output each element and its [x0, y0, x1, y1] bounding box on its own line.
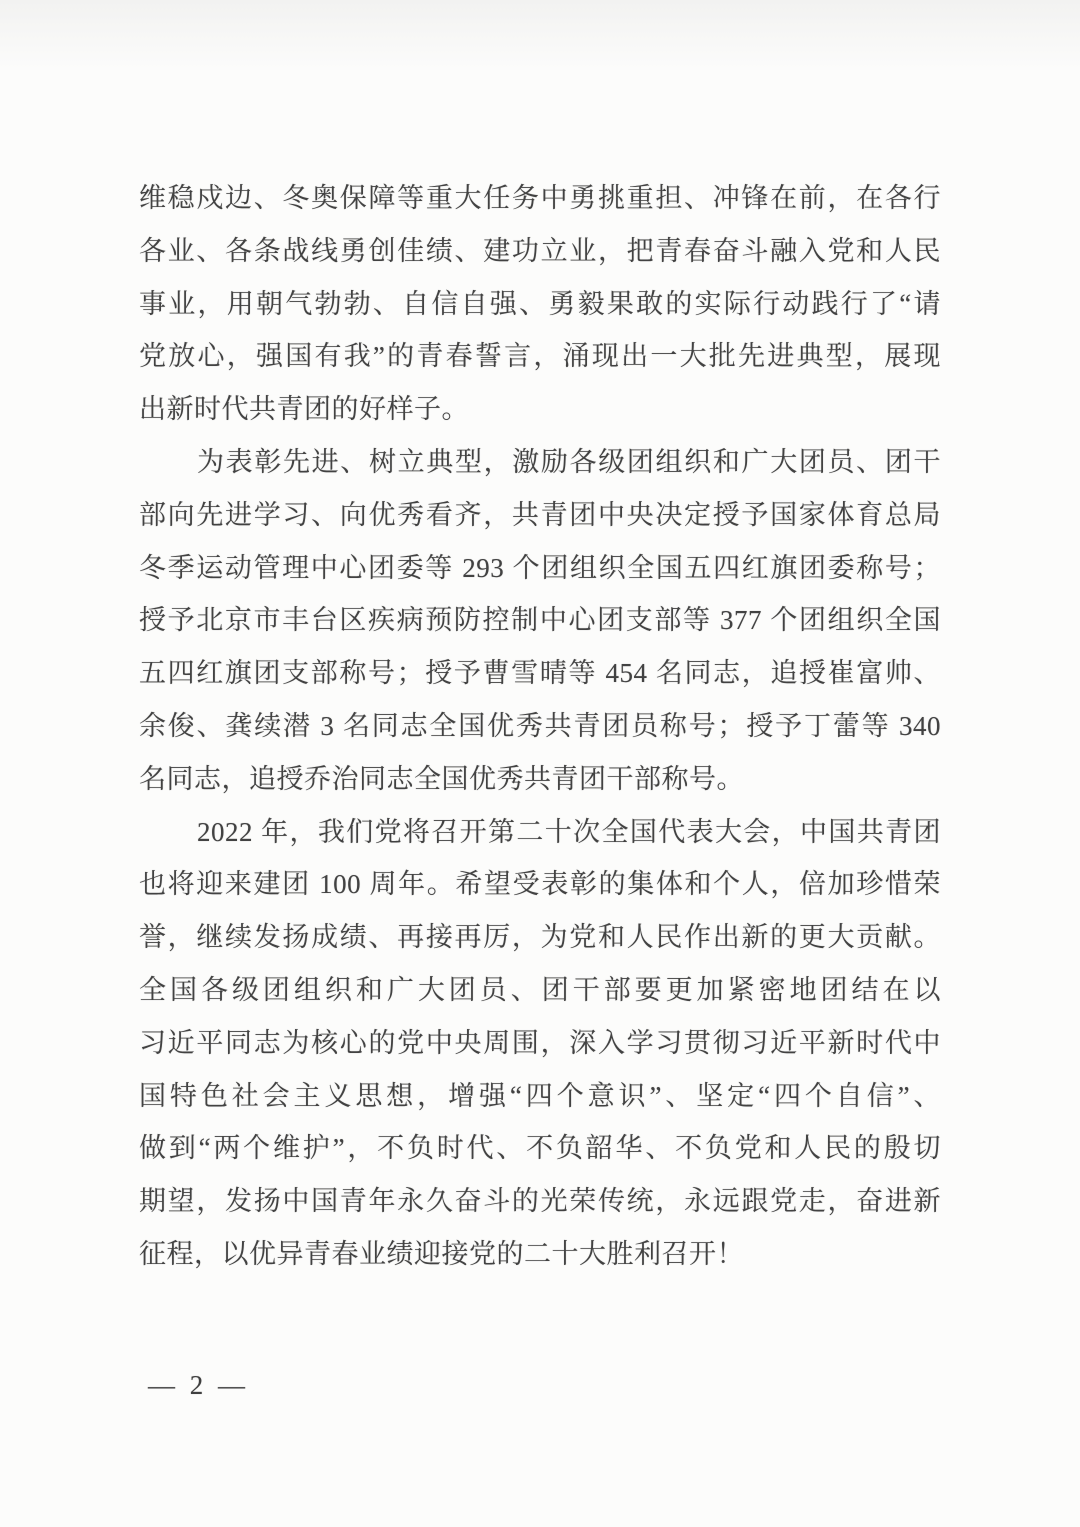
text-line: 各业、各条战线勇创佳绩、建功立业，把青春奋斗融入党和人民: [139, 235, 941, 266]
text-line: 为表彰先进、树立典型，激励各级团组织和广大团员、团干: [197, 446, 941, 477]
text-line: 习近平同志为核心的党中央周围，深入学习贯彻习近平新时代中: [139, 1027, 941, 1058]
paragraph-3: [139, 806, 941, 1281]
text-line: 做到“两个维护”，不负时代、不负韶华、不负党和人民的殷切: [139, 1133, 941, 1164]
text-line: 期望，发扬中国青年永久奋斗的光荣传统，永远跟党走，奋进新: [139, 1186, 941, 1217]
text-line: 出新时代共青团的好样子。: [139, 394, 469, 425]
text-line: 国特色社会主义思想，增强“四个意识”、坚定“四个自信”、: [139, 1080, 941, 1111]
text-line: 誉，继续发扬成绩、再接再厉，为党和人民作出新的更大贡献。: [139, 922, 941, 953]
text-line: 授予北京市丰台区疾病预防控制中心团支部等 377 个团组织全国: [139, 605, 941, 636]
text-line: 余俊、龚续潜 3 名同志全国优秀共青团员称号；授予丁蕾等 340: [139, 710, 941, 741]
text-line: 五四红旗团支部称号；授予曹雪晴等 454 名同志，追授崔富帅、: [139, 658, 941, 689]
text-line: 也将迎来建团 100 周年。希望受表彰的集体和个人，倍加珍惜荣: [139, 869, 941, 900]
text-line: 名同志，追授乔治同志全国优秀共青团干部称号。: [139, 763, 744, 794]
document-body: [139, 172, 941, 1281]
paragraph-1: [139, 172, 941, 436]
text-line: 部向先进学习、向优秀看齐，共青团中央决定授予国家体育总局: [139, 499, 941, 530]
paragraph-2: [139, 436, 941, 806]
page-number: — 2 —: [148, 1370, 249, 1400]
text-line: 全国各级团组织和广大团员、团干部要更加紧密地团结在以: [139, 974, 941, 1005]
text-line: 党放心，强国有我”的青春誓言，涌现出一大批先进典型，展现: [139, 341, 941, 372]
text-line: 维稳戍边、冬奥保障等重大任务中勇挑重担、冲锋在前，在各行: [139, 183, 941, 213]
text-line: 事业，用朝气勃勃、自信自强、勇毅果敢的实际行动践行了“请: [139, 288, 941, 319]
text-line: 冬季运动管理中心团委等 293 个团组织全国五四红旗团委称号；: [139, 552, 941, 583]
text-line: 2022 年，我们党将召开第二十次全国代表大会，中国共青团: [197, 816, 941, 847]
text-line: 征程，以优异青春业绩迎接党的二十大胜利召开！: [139, 1238, 744, 1269]
